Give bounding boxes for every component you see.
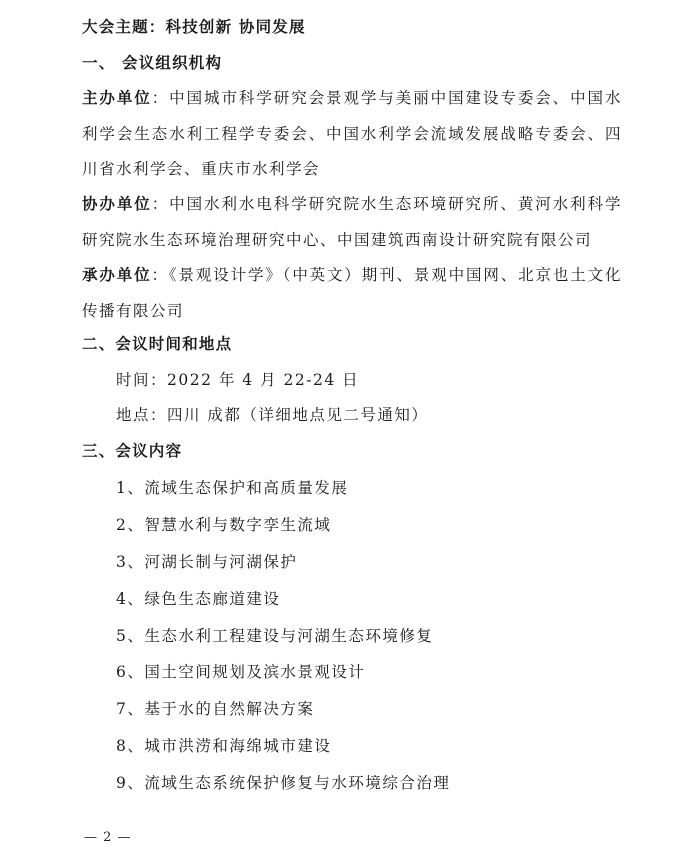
section-heading-content: 三、会议内容 xyxy=(82,442,183,460)
co-organizers-paragraph xyxy=(82,187,622,258)
undertakers-text: ：《景观设计学》（中英文）期刊、景观中国网、北京也土文化传播有限公司 xyxy=(82,266,622,320)
list-item: 4、绿色生态廊道建设 xyxy=(116,590,281,608)
list-item: 3、河湖长制与河湖保护 xyxy=(116,553,298,571)
list-item: 5、生态水利工程建设与河湖生态环境修复 xyxy=(116,627,434,645)
undertakers-label: 承办单位 xyxy=(82,266,152,284)
list-item: 2、智慧水利与数字孪生流域 xyxy=(116,516,332,534)
co-organizers-label: 协办单位 xyxy=(82,195,152,213)
organizers-paragraph xyxy=(82,81,622,188)
meeting-time: 时间：2022 年 4 月 22-24 日 xyxy=(116,371,360,389)
section-heading-organization: 一、 会议组织机构 xyxy=(82,54,223,72)
section-heading-time-place: 二、会议时间和地点 xyxy=(82,335,233,353)
list-item: 9、流域生态系统保护修复与水环境综合治理 xyxy=(116,774,451,792)
list-item: 7、基于水的自然解决方案 xyxy=(116,700,315,718)
organizers-text: ：中国城市科学研究会景观学与美丽中国建设专委会、中国水利学会生态水利工程学专委会、中国水利学会流域发展战略专委会、四川省水利学会、重庆市水利学会 xyxy=(82,89,622,178)
co-organizers-text: ：中国水利水电科学研究院水生态环境研究所、黄河水利科学研究院水生态环境治理研究中心、中国建筑西南设计研究院有限公司 xyxy=(82,195,622,249)
list-item: 6、国土空间规划及滨水景观设计 xyxy=(116,663,366,681)
list-item: 1、流域生态保护和高质量发展 xyxy=(116,479,349,497)
list-item: 8、城市洪涝和海绵城市建设 xyxy=(116,737,332,755)
organizers-label: 主办单位 xyxy=(82,89,152,107)
page-number: — 2 — xyxy=(84,830,132,845)
meeting-place: 地点：四川 成都（详细地点见二号通知） xyxy=(116,406,429,424)
conference-theme: 大会主题：科技创新 协同发展 xyxy=(82,18,306,36)
undertakers-paragraph xyxy=(82,258,622,329)
